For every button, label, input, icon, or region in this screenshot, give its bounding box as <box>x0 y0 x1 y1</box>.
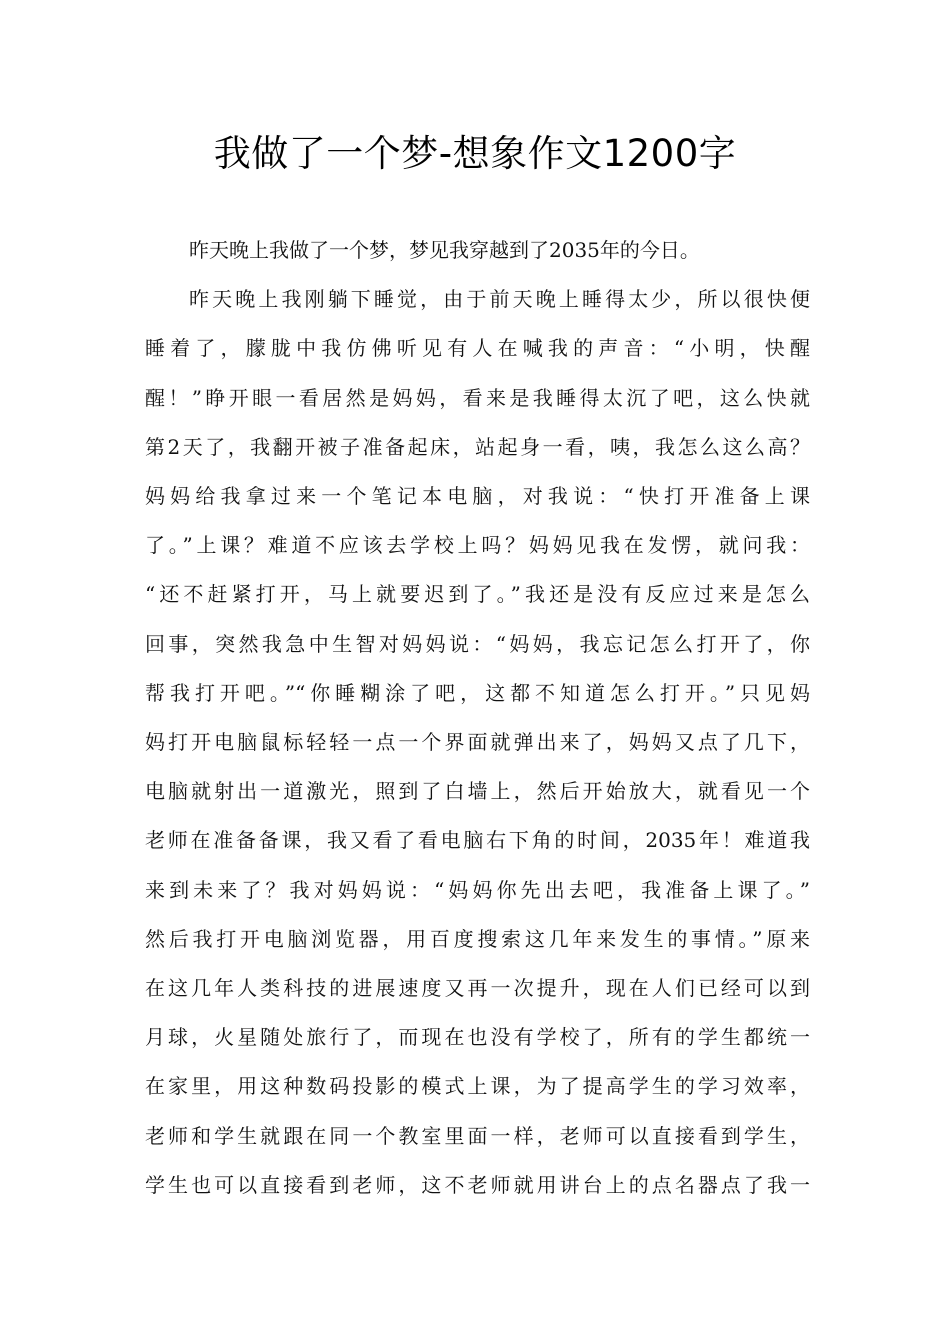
paragraph-line: 第2天了，我翻开被子准备起床，站起身一看，咦，我怎么这么高？ <box>145 434 810 459</box>
document-title: 我做了一个梦-想象作文1200字 <box>213 132 737 175</box>
paragraph-line: 回事，突然我急中生智对妈妈说：“妈妈，我忘记怎么打开了，你 <box>145 631 810 656</box>
paragraph-line: “还不赶紧打开，马上就要迟到了。”我还是没有反应过来是怎么 <box>145 582 810 607</box>
paragraph-line: 妈妈给我拿过来一个笔记本电脑，对我说：“快打开准备上课 <box>145 484 810 509</box>
paragraph-line: 老师和学生就跟在同一个教室里面一样，老师可以直接看到学生， <box>145 1123 810 1148</box>
document-body <box>145 226 810 1210</box>
paragraph-line: 然后我打开电脑浏览器，用百度搜索这几年来发生的事情。”原来 <box>145 926 810 951</box>
paragraph-line: 电脑就射出一道激光，照到了白墙上，然后开始放大，就看见一个 <box>145 779 810 804</box>
paragraph-line: 学生也可以直接看到老师，这不老师就用讲台上的点名器点了我一 <box>145 1172 810 1197</box>
paragraph-1 <box>145 226 810 275</box>
paragraph-line: 在家里，用这种数码投影的模式上课，为了提高学生的学习效率， <box>145 1074 810 1099</box>
paragraph-line: 睡着了，朦胧中我仿佛听见有人在喊我的声音：“小明，快醒 <box>145 336 810 361</box>
paragraph-line: 妈打开电脑鼠标轻轻一点一个界面就弹出来了，妈妈又点了几下， <box>145 730 810 755</box>
paragraph-line: 醒！”睁开眼一看居然是妈妈，看来是我睡得太沉了吧，这么快就 <box>145 385 810 410</box>
paragraph-2 <box>145 275 810 1210</box>
paragraph-line: 帮我打开吧。”“你睡糊涂了吧，这都不知道怎么打开。”只见妈 <box>145 680 810 705</box>
paragraph-line: 昨天晚上我做了一个梦，梦见我穿越到了2035年的今日。 <box>189 238 700 262</box>
paragraph-line: 来到未来了？我对妈妈说：“妈妈你先出去吧，我准备上课了。” <box>145 877 810 902</box>
paragraph-line: 老师在准备备课，我又看了看电脑右下角的时间，2035年！难道我 <box>145 828 810 853</box>
paragraph-line: 了。”上课？难道不应该去学校上吗？妈妈见我在发愣，就问我： <box>145 533 810 558</box>
paragraph-line: 昨天晚上我刚躺下睡觉，由于前天晚上睡得太少，所以很快便 <box>189 287 810 312</box>
paragraph-line: 在这几年人类科技的进展速度又再一次提升，现在人们已经可以到 <box>145 976 810 1001</box>
paragraph-line: 月球，火星随处旅行了，而现在也没有学校了，所有的学生都统一 <box>145 1025 810 1050</box>
